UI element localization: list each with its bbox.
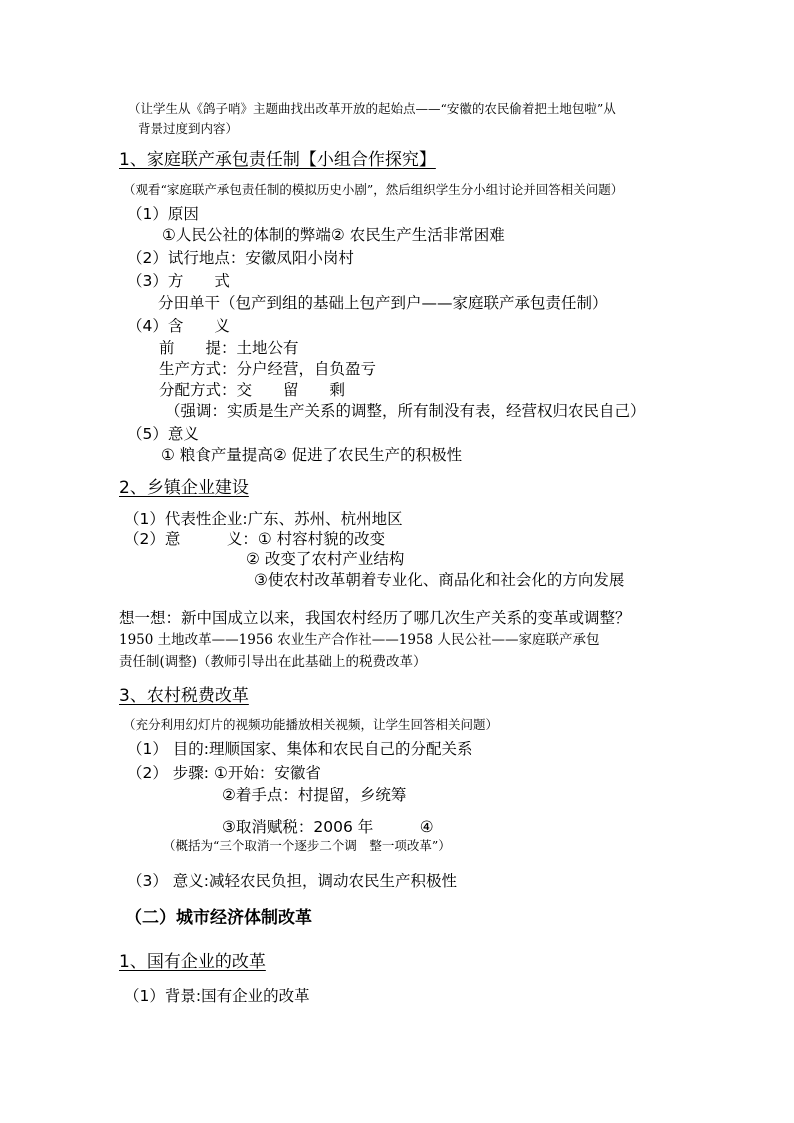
think-answer-1: 1950 土地改革——1956 农业生产合作社——1958 人民公社——家庭联产承包 bbox=[119, 632, 600, 648]
premise-line: 前 提：土地公有 bbox=[159, 339, 299, 357]
trial-place: （2）试行地点：安徽凤阳小岗村 bbox=[127, 249, 354, 267]
tax-meaning: （3） 意义:减轻农民负担，调动农民生产积极性 bbox=[127, 872, 458, 890]
step-1: ①开始：安徽省 bbox=[214, 764, 321, 782]
step-2: ②着手点：村提留，乡统筹 bbox=[222, 786, 407, 804]
method-label: （3）方 式 bbox=[127, 272, 230, 290]
section-3-title: 3、农村税费改革 bbox=[119, 686, 249, 706]
production-line: 生产方式：分户经营，自负盈亏 bbox=[159, 360, 377, 378]
section-3-note: （充分利用幻灯片的视频功能播放相关视频，让学生回答相关问题） bbox=[123, 717, 499, 732]
meaning-label: （4）含 义 bbox=[127, 317, 230, 335]
step-summary: （概括为“三个取消一个逐步二个调 整一项改革”） bbox=[163, 838, 451, 853]
significance-label: （5）意义 bbox=[127, 425, 199, 443]
think-answer-2: 责任制(调整)（教师引导出在此基础上的税费改革） bbox=[119, 654, 427, 670]
reason-label: （1）原因 bbox=[127, 205, 199, 223]
intro-line-1: （让学生从《鸽子哨》主题曲找出改革开放的起始点——“安徽的农民偷着把土地包啦”从 bbox=[128, 101, 616, 116]
township-sig-2: ② 改变了农村产业结构 bbox=[246, 550, 405, 568]
township-sig-1: （2）意 义：① 村容村貌的改变 bbox=[124, 530, 386, 548]
soe-reform-title: 1、国有企业的改革 bbox=[119, 952, 266, 972]
section-2-title: 2、乡镇企业建设 bbox=[119, 478, 249, 498]
township-sig-3: ③使农村改革朝着专业化、商品化和社会化的方向发展 bbox=[254, 571, 625, 589]
soe-background: （1）背景:国有企业的改革 bbox=[124, 987, 310, 1005]
reason-text: ①人民公社的体制的弊端② 农民生产生活非常困难 bbox=[162, 226, 505, 244]
steps-label: （2） 步骤: bbox=[127, 764, 210, 782]
section-1-note: （观看“家庭联产承包责任制的模拟历史小剧”，然后组织学生分小组讨论并回答相关问题） bbox=[123, 182, 624, 197]
part-2-title: （二）城市经济体制改革 bbox=[125, 908, 312, 928]
method-text: 分田单干（包产到组的基础上包产到户——家庭联产承包责任制） bbox=[158, 294, 608, 312]
intro-line-2: 背景过度到内容） bbox=[138, 121, 239, 136]
significance-text: ① 粮食产量提高② 促进了农民生产的积极性 bbox=[161, 446, 463, 464]
section-1-title: 1、家庭联产承包责任制【小组合作探究】 bbox=[119, 150, 436, 170]
step-3: ③取消赋税：2006 年 ④ bbox=[222, 818, 434, 836]
emphasis-line: （强调：实质是生产关系的调整，所有制没有表，经营权归农民自己） bbox=[165, 402, 646, 420]
tax-purpose: （1） 目的:理顺国家、集体和农民自己的分配关系 bbox=[127, 740, 473, 758]
distribution-line: 分配方式：交 留 剩 bbox=[159, 381, 346, 399]
rep-enterprise: （1）代表性企业:广东、苏州、杭州地区 bbox=[124, 510, 403, 528]
think-question: 想一想：新中国成立以来，我国农村经历了哪几次生产关系的变革或调整？ bbox=[119, 609, 631, 627]
